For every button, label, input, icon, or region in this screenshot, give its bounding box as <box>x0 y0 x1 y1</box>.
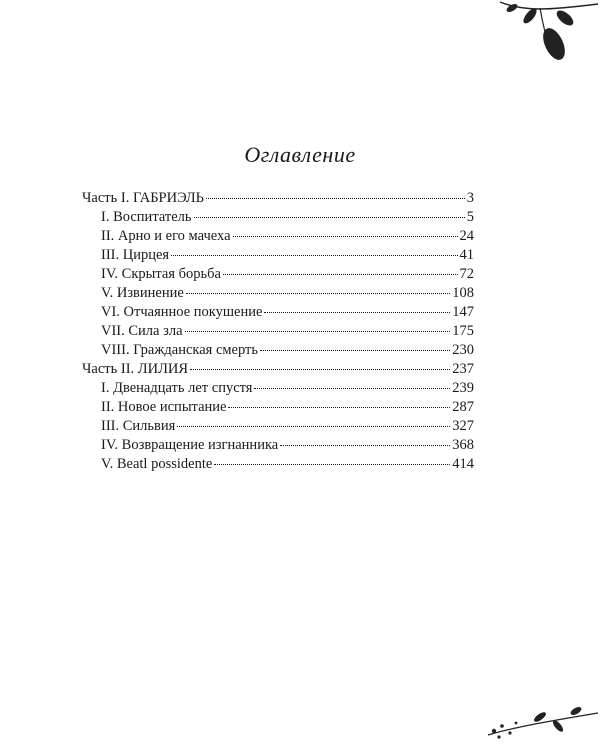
toc-page-number: 147 <box>452 304 474 320</box>
toc-entry-label: I. Двенадцать лет спустя <box>101 380 253 396</box>
toc-page-number: 230 <box>452 342 474 358</box>
toc-entry-label: III. Сильвия <box>101 418 176 434</box>
leader-dots <box>254 388 450 389</box>
toc-chapter[interactable] <box>82 417 474 436</box>
toc-entry-label: VII. Сила зла <box>101 323 183 339</box>
toc-chapter[interactable] <box>82 208 474 227</box>
toc-page-number: 414 <box>452 456 474 472</box>
table-of-contents <box>82 189 474 474</box>
toc-page-number: 41 <box>459 247 474 263</box>
toc-entry-label: II. Новое испытание <box>101 399 227 415</box>
toc-part-2[interactable] <box>82 360 474 379</box>
toc-page-number: 239 <box>452 380 474 396</box>
toc-title: Оглавление <box>244 142 356 167</box>
toc-chapter[interactable] <box>82 455 474 474</box>
toc-chapter[interactable] <box>82 398 474 417</box>
leader-dots <box>260 350 450 351</box>
toc-page-number: 72 <box>459 266 474 282</box>
leader-dots <box>186 293 450 294</box>
toc-page-number: 108 <box>452 285 474 301</box>
toc-entry-label: Часть I. ГАБРИЭЛЬ <box>82 190 204 206</box>
toc-entry-label: IV. Возвращение изгнанника <box>101 437 279 453</box>
toc-chapter[interactable] <box>82 436 474 455</box>
toc-part-1[interactable] <box>82 189 474 208</box>
leader-dots <box>233 236 458 237</box>
leader-dots <box>280 445 450 446</box>
leader-dots <box>228 407 450 408</box>
leader-dots <box>214 464 450 465</box>
leader-dots <box>264 312 450 313</box>
leader-dots <box>185 331 451 332</box>
toc-page-number: 3 <box>466 190 474 206</box>
sprig-ornament-bottom-icon <box>480 695 600 750</box>
toc-page-number: 327 <box>452 418 474 434</box>
toc-entry-label: V. Извинение <box>101 285 184 301</box>
toc-entry-label: Часть II. ЛИЛИЯ <box>82 361 189 377</box>
leader-dots <box>223 274 458 275</box>
toc-entry-label: V. Beatl possidente <box>101 456 213 472</box>
leader-dots <box>206 198 465 199</box>
leader-dots <box>177 426 450 427</box>
toc-entry-label: III. Цирцея <box>101 247 170 263</box>
toc-chapter[interactable] <box>82 227 474 246</box>
toc-chapter[interactable] <box>82 265 474 284</box>
toc-page-number: 237 <box>452 361 474 377</box>
toc-page-number: 287 <box>452 399 474 415</box>
toc-chapter[interactable] <box>82 379 474 398</box>
toc-entry-label: II. Арно и его мачеха <box>101 228 231 244</box>
branch-ornament-top-icon <box>470 0 600 70</box>
toc-page-number: 368 <box>452 437 474 453</box>
leader-dots <box>171 255 457 256</box>
toc-chapter[interactable] <box>82 303 474 322</box>
toc-page-number: 175 <box>452 323 474 339</box>
toc-entry-label: IV. Скрытая борьба <box>101 266 221 282</box>
leader-dots <box>194 217 465 218</box>
toc-page-number: 24 <box>459 228 474 244</box>
toc-chapter[interactable] <box>82 284 474 303</box>
toc-chapter[interactable] <box>82 322 474 341</box>
toc-entry-label: VI. Отчаянное покушение <box>101 304 263 320</box>
toc-page-number: 5 <box>466 209 474 225</box>
leader-dots <box>190 369 450 370</box>
toc-chapter[interactable] <box>82 246 474 265</box>
toc-entry-label: VIII. Гражданская смерть <box>101 342 259 358</box>
toc-entry-label: I. Воспитатель <box>101 209 192 225</box>
toc-chapter[interactable] <box>82 341 474 360</box>
